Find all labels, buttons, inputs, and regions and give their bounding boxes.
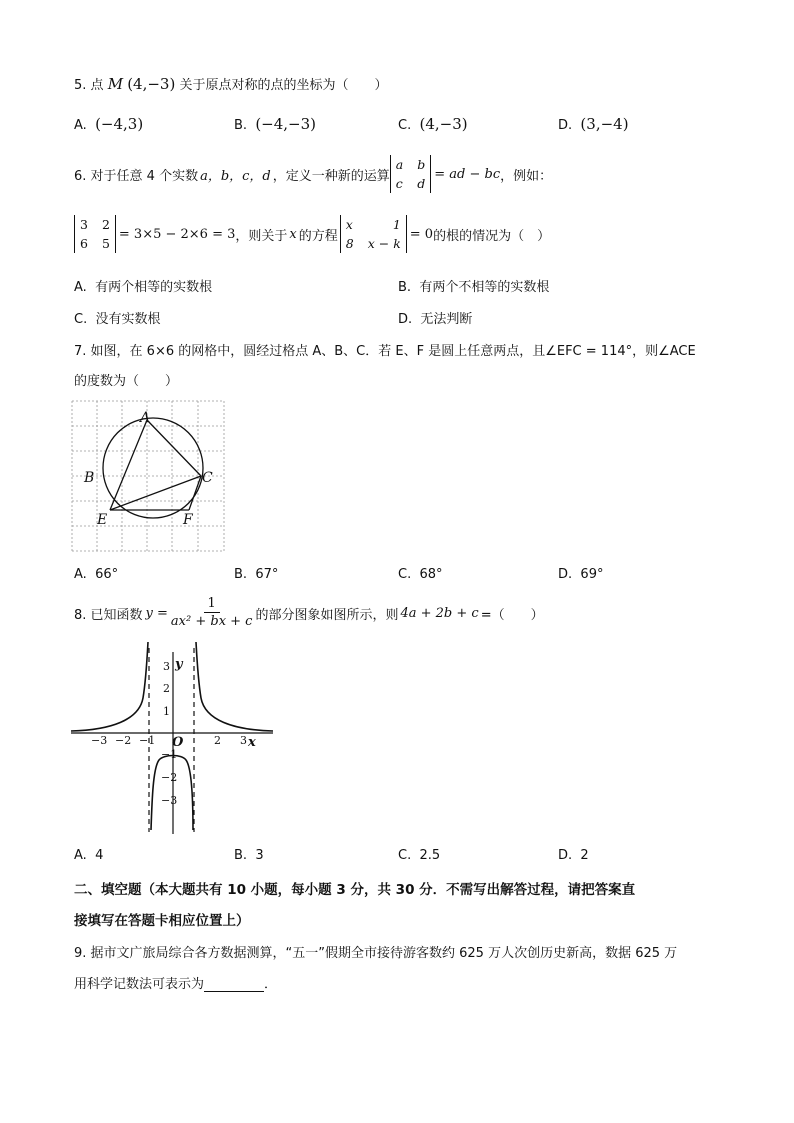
q7-option-d[interactable]: D. 69°: [558, 567, 604, 582]
label-a: A: [140, 410, 151, 426]
q6-line1: 6. 对于任意 4 个实数 a，b，c，d ，定义一种新的运算 a b c d = ad − bc ，例如：: [74, 157, 553, 191]
svg-text:−1: −1: [161, 748, 178, 761]
q7-grid-circle-figure: [71, 400, 227, 554]
q9-line2: 用科学记数法可表示为 ．: [74, 977, 278, 992]
svg-text:1: 1: [163, 705, 170, 718]
q6-det-definition: a b c d: [390, 155, 431, 193]
svg-text:−1: −1: [139, 734, 156, 747]
q8-stem: 8. 已知函数 y = $\frac{1}{\text{ax² + bx + c}}$ 的部分图象如图所示，则 4a + 2b + c =（ ）: [74, 596, 544, 629]
x-axis-label: x: [248, 735, 256, 750]
q7-option-b[interactable]: B. 67°: [234, 567, 279, 582]
chords: [110, 420, 201, 510]
section2-title-line2: 接填写在答题卡相应位置上）: [74, 913, 250, 929]
svg-text:−2: −2: [161, 771, 178, 784]
q5-suffix: 关于原点对称的点的坐标为（ ）: [179, 78, 388, 93]
q8-option-c[interactable]: C. 2.5: [398, 848, 441, 863]
q8-option-b[interactable]: B. 3: [234, 848, 264, 863]
label-f: F: [183, 512, 193, 528]
svg-text:3: 3: [163, 660, 170, 673]
q7-line1: 7. 如图，在 6×6 的网格中，圆经过格点 A、B、C．若 E、F 是圆上任意两点，且∠EFC = 114°，则∠ACE: [74, 344, 696, 359]
label-e: E: [97, 512, 108, 528]
q5-point: M: [107, 75, 124, 93]
curve-right-branch: [196, 642, 273, 731]
q8-function-graph: [71, 640, 277, 834]
q5-option-b[interactable]: B. (−4,−3): [234, 115, 317, 133]
q6-det-equation: x 1 8 x − k: [340, 215, 407, 253]
svg-text:−2: −2: [115, 734, 132, 747]
q6-det-example: 3 2 6 5: [74, 215, 116, 253]
svg-text:3: 3: [240, 734, 247, 747]
q5-prefix: 5. 点: [74, 78, 104, 93]
svg-text:−3: −3: [91, 734, 108, 747]
q5-option-d[interactable]: D. (3,−4): [558, 115, 629, 133]
q7-option-a[interactable]: A. 66°: [74, 567, 119, 582]
q5-option-a[interactable]: A. (−4,3): [74, 115, 144, 133]
y-axis-label: y: [175, 657, 183, 672]
q5-stem: [74, 74, 387, 93]
q6-line2: 3 2 6 5 = 3×5 − 2×6 = 3 ，则关于 x 的方程 x 1 8 x − k = 0 的根的情况为（ ）: [74, 215, 550, 253]
q5-option-c[interactable]: C. (4,−3): [398, 115, 468, 133]
q6-option-c[interactable]: C. 没有实数根: [74, 312, 161, 327]
q7-option-c[interactable]: C. 68°: [398, 567, 443, 582]
q6-option-b[interactable]: B. 有两个不相等的实数根: [398, 280, 550, 295]
label-b: B: [84, 470, 95, 486]
q9-line1: 9. 据市文广旅局综合各方数据测算，“五一”假期全市接待游客数约 625 万人次创历史新高，数据 625 万: [74, 946, 678, 961]
section2-title-line1: 二、填空题（本大题共有 10 小题，每小题 3 分，共 30 分．不需写出解答过程，请把答案直: [74, 882, 636, 898]
label-c: C: [202, 470, 213, 486]
svg-text:−3: −3: [161, 794, 178, 807]
q8-option-a[interactable]: A. 4: [74, 848, 104, 863]
q6-option-a[interactable]: A. 有两个相等的实数根: [74, 280, 213, 295]
svg-text:2: 2: [214, 734, 221, 747]
q6-option-d[interactable]: D. 无法判断: [398, 312, 473, 327]
q8-option-d[interactable]: D. 2: [558, 848, 589, 863]
circle: [103, 418, 203, 518]
svg-text:2: 2: [163, 682, 170, 695]
q7-line2: 的度数为（ ）: [74, 374, 179, 389]
origin-label: O: [172, 735, 184, 750]
q6-vars: a，b，c，d: [200, 168, 271, 184]
q8-fraction: $\frac{1}{\text{ax² + bx + c}}$: [170, 596, 253, 629]
curve-left-branch: [71, 642, 148, 731]
curve-middle-branch: [151, 756, 193, 831]
q5-coord: (4,−3): [127, 75, 176, 93]
q9-answer-blank[interactable]: [204, 977, 264, 992]
